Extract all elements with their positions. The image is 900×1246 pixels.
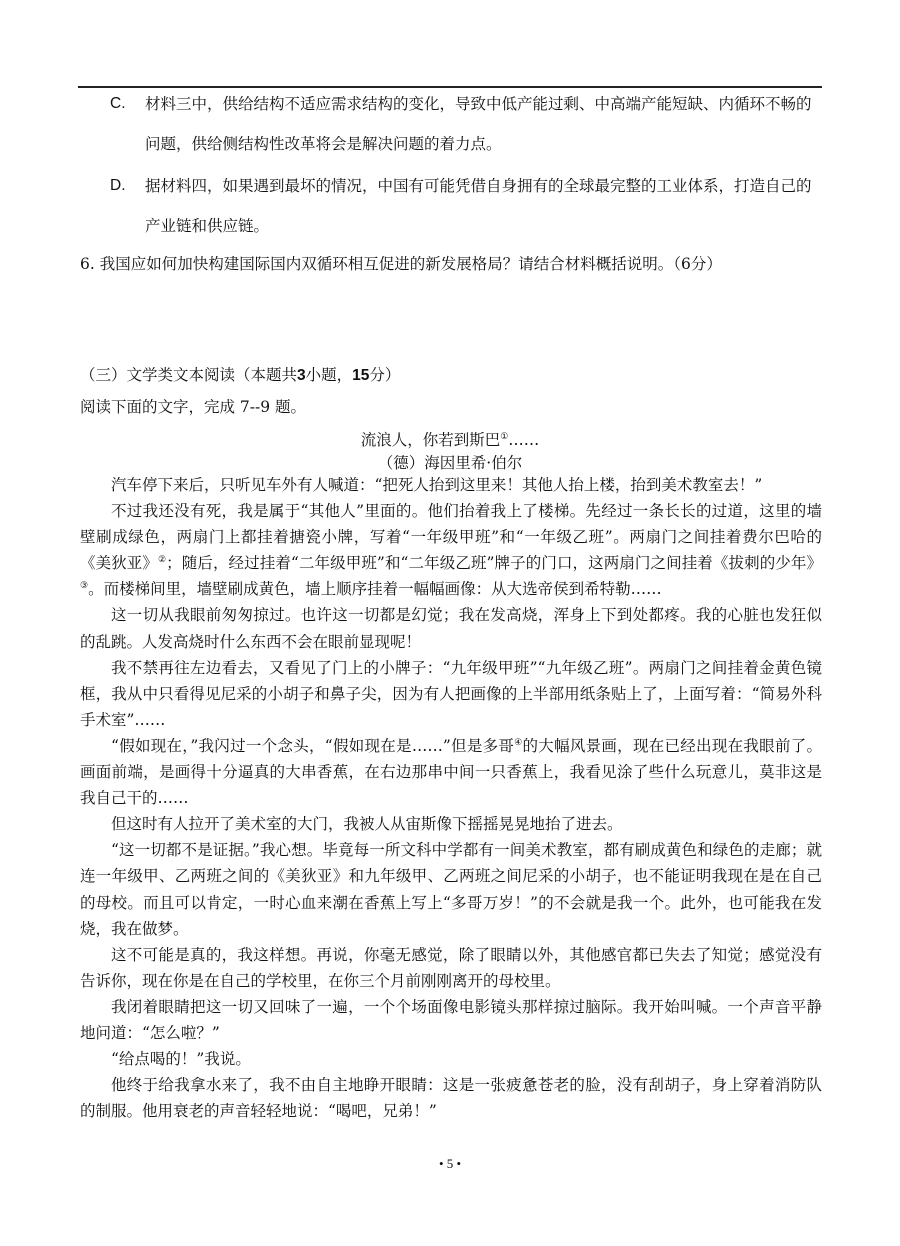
paragraph: 他终于给我拿水来了，我不由自主地睁开眼睛：这是一张疲惫苍老的脸，没有刮胡子，身上穿着消防队的制服。他用衰老的声音轻轻地说：“喝吧，兄弟！” [80,1076,822,1121]
option-label: C. [110,95,126,112]
paragraph: “假如现在，”我闪过一个念头，“假如现在是……”但是多哥④的大幅风景画，现在已经出现在我眼前了。画面前端，是画得十分逼真的大串香蕉，在右边那串中间一只香蕉上，我看见涂了些什么玩意儿，莫非这是我自己干的…… [80,736,822,808]
paragraph: 这不可能是真的，我这样想。再说，你毫无感觉，除了眼睛以外，其他感官都已失去了知觉；感觉没有告诉你，现在你是在自己的学校里，在你三个月前刚刚离开的母校里。 [80,945,822,990]
paragraph: “这一切都不是证据。”我心想。毕竟每一所文科中学都有一间美术教室，都有刷成黄色和绿色的走廊；就连一年级甲、乙两班之间的《美狄亚》和九年级甲、乙两班之间尼采的小胡子，也不能证明我现在是在自己的母校。而且可以肯定，一时心血来潮在香蕉上写上“多哥万岁！”的不会就是我一个。此外，也可能我在发烧，我在做梦。 [80,841,822,938]
footnote-mark: ② [157,555,167,566]
footnote-mark: ③ [80,581,89,592]
story-author: （德）海因里希·伯尔 [377,454,523,472]
option-c [110,84,825,164]
paragraph: 不过我还没有死，我是属于“其他人”里面的。他们抬着我上了楼梯。先经过一条长长的过道，这里的墙壁刷成绿色，两扇门上都挂着搪瓷小牌，写着“一年级甲班”和“一年级乙班”。两扇门之间挂着费尔巴哈的《美狄亚》②；随后，经过挂着“二年级甲班”和“二年级乙班”牌子的门口，这两扇门之间挂着《拔刺的少年》③。而楼梯间里，墙壁刷成黄色，墙上顺序挂着一幅幅画像：从大选帝侯到希特勒…… [80,502,822,599]
reading-instruction: 阅读下面的文字，完成 7--9 题。 [80,398,307,416]
paragraph: 汽车停下来后，只听见车外有人喊道：“把死人抬到这里来！其他人抬上楼，抬到美术教室去！” [111,476,763,494]
paragraph: 我不禁再往左边看去，又看见了门上的小牌子：“九年级甲班”“九年级乙班”。两扇门之间挂着金黄色镜框，我从中只看得见尼采的小胡子和鼻子尖，因为有人把画像的上半部用纸条贴上了，上面写着：“简易外科手术室”…… [80,658,822,729]
story-title: 流浪人，你若到斯巴①…… [360,431,540,450]
paragraph: “给点喝的！”我说。 [111,1050,251,1069]
paragraph: 这一切从我眼前匆匆掠过。也许这一切都是幻觉；我在发高烧，浑身上下到处都疼。我的心脏也发狂似的乱跳。人发高烧时什么东西不会在眼前显现呢！ [80,606,822,651]
story-body [80,472,822,1124]
option-d [110,166,825,246]
option-text: 材料三中，供给结构不适应需求结构的变化，导致中低产能过剩、中高端产能短缺、内循环不畅的问题，供给侧结构性改革将会是解决问题的着力点。 [145,95,812,153]
footnote-mark: ① [500,432,509,442]
option-label: D. [110,177,126,194]
question-6: 6. 我国应如何加快构建国际国内双循环相互促进的新发展格局？请结合材料概括说明。（6分） [80,255,722,273]
footnote-mark: ④ [514,737,523,748]
page-number: • 5 • [438,1156,462,1171]
paragraph: 我闭着眼睛把这一切又回味了一遍，一个个场面像电影镜头那样掠过脑际。我开始叫喊。一个声音平静地问道：“怎么啦？” [80,997,822,1042]
paragraph: 但这时有人拉开了美术室的大门，我被人从宙斯像下摇摇晃晃地抬了进去。 [111,815,623,834]
section-heading: （三）文学类文本阅读（本题共3小题，15分） [80,366,401,384]
option-text: 据材料四，如果遇到最坏的情况，中国有可能凭借自身拥有的全球最完整的工业体系，打造自己的产业链和供应链。 [145,177,812,235]
